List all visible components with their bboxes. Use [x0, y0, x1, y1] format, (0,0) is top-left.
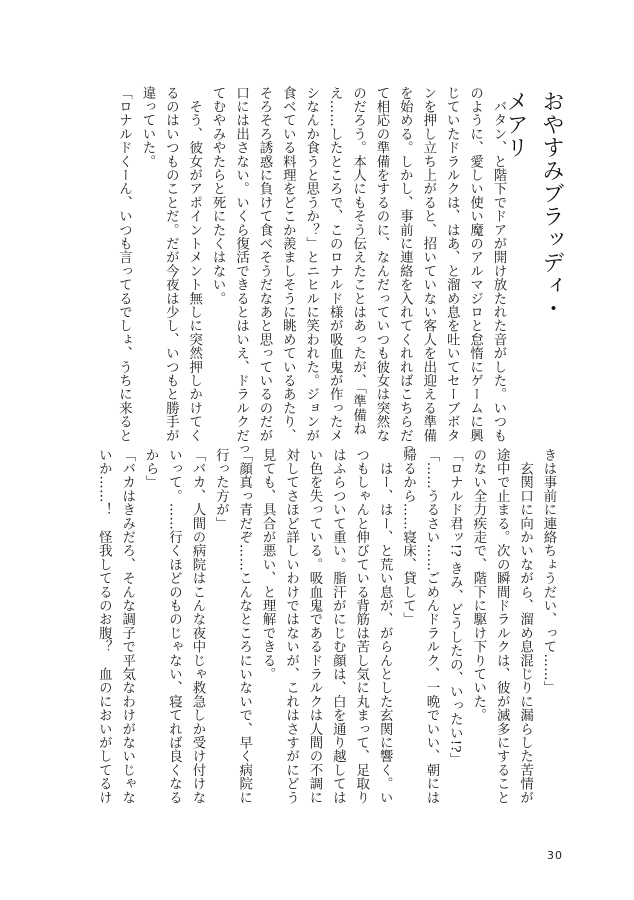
text-line: 「……うるさい……ごめんドラルク、一晩でいい、朝には [423, 448, 439, 805]
text-block-upper [110, 86, 510, 456]
text-line: ンを押し立ち上がると、招いていない客人を出迎える準備 [420, 86, 436, 443]
text-line: きは事前に連絡ちょうだい、って……」 [541, 448, 556, 695]
text-line: はふらついて重い。脂汗がにじむ顔は、白を通り越しては [330, 448, 346, 805]
text-line: から」 [143, 448, 159, 490]
text-line: 見ても、具合が悪い、と理解できる。 [260, 448, 276, 681]
text-line: を始める。しかし、事前に連絡を入れてくれればこちらだっ [397, 86, 413, 456]
text-block-lower [96, 448, 560, 820]
page-number: 30 [547, 849, 563, 862]
text-line: て相応の準備をするのに、なんだっていつも彼女は突然な [373, 86, 389, 443]
text-line: 「バカはきみだろ、そんな調子で平気なわけがないじゃな [119, 448, 135, 805]
text-line: シなんか食うと思うか？」とニヒルに笑われた。ジョンが [303, 86, 319, 443]
chapter-title: おやすみブラッディ・メアリ [503, 90, 564, 320]
text-line: 玄関口に向かいながら、溜め息混じりに漏らした苦情が [517, 448, 533, 805]
text-line: 途中で止まる。次の瞬間ドラルクは、彼が滅多にすること [494, 448, 510, 805]
text-line: 「ロナルドくーん、いつも言ってるでしょ、うちに来ると [116, 86, 132, 443]
text-line: そろそろ誘惑に負けて食べそうだなあと思っているのだが [256, 86, 272, 443]
text-line: 「バカ、人間の病院はこんな夜中じゃ救急しか受け付けな [189, 448, 205, 805]
text-line: 帰るから……寝床、貸して」 [400, 448, 416, 627]
text-line: 「顔真っ青だぞ……こんなところにいないで、早く病院に [236, 448, 252, 805]
text-line: のない全力疾走で、階下に駆け下りていた。 [470, 448, 486, 722]
text-line: じていたドラルクは、はあ、と溜め息を吐いてセーブボタ [444, 86, 460, 443]
text-line: い色を失っている。吸血鬼であるドラルクは人間の不調に [306, 448, 322, 805]
text-line: はー、はー、と荒い息が、がらんとした玄関に響く。い [377, 448, 393, 805]
text-line: 行った方が」 [213, 448, 229, 531]
text-line: いか……！ 怪我してるのお腹？ 血のにおいがしてるけ [96, 448, 112, 805]
text-line: いって。……行くほどのものじゃない、寝てれば良くなる [166, 448, 182, 805]
text-line: そう、彼女がアポイントメント無しに突然押しかけてく [186, 86, 202, 443]
text-line: 対してさほど詳しいわけではないが、これはさすがにどう [283, 448, 299, 805]
text-line: のだろう。本人にもそう伝えたことはあったが、「準備ね [350, 86, 366, 436]
text-line: 違っていた。 [139, 86, 155, 169]
text-line: え……したところで、このロナルド様が吸血鬼が作ったメ [327, 86, 343, 443]
text-line: つもしゃんと伸びている背筋は苦し気に丸まって、足取り [353, 448, 369, 805]
text-line: 食べている料理をどこか羨ましそうに眺めているあたり、 [280, 86, 296, 443]
text-line: るのはいつものことだ。だが今夜は少し、いつもと勝手が [163, 86, 179, 443]
text-line: てむやみやたらと死にたくはない。 [210, 86, 226, 306]
text-line: 口には出さない。いくら復活できるとはいえ、ドラルクだっ [233, 86, 249, 456]
text-line: 「ロナルド君ッ!? きみ、どうしたの、いったい!?」 [447, 448, 463, 767]
text-line: のように、愛しい使い魔のアルマジロと怠惰にゲームに興 [467, 86, 483, 443]
text-line: バタン、と階下でドアが開け放たれた音がした。いつも [491, 86, 506, 443]
